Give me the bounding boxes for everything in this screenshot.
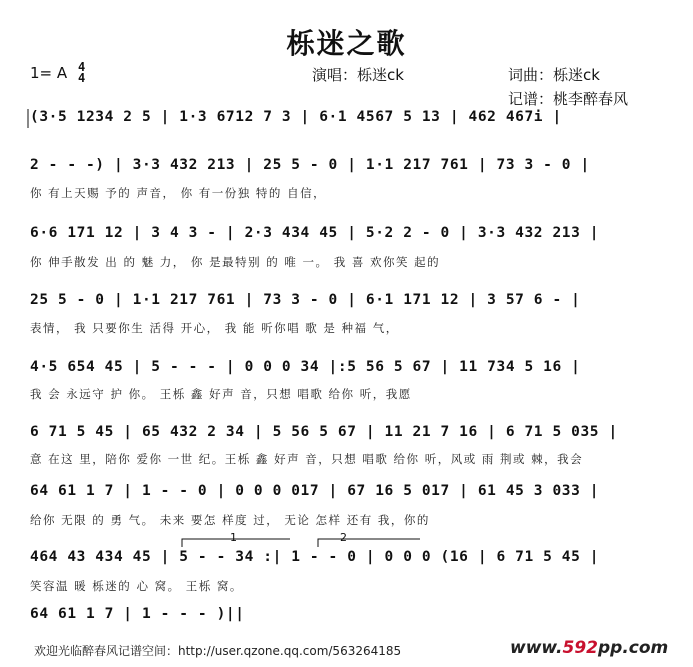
score-line-4: 25 5 - 0 | 1·1 217 761 | 73 3 - 0 | 6·1 171 12 | 3 57 6 - | xyxy=(30,292,581,308)
score-line-6: 6 71 5 45 | 65 432 2 34 | 5 56 5 67 | 11 21 7 16 | 6 71 5 035 | xyxy=(30,424,618,440)
score-line-5: 4·5 654 45 | 5 - - - | 0 0 0 34 |:5 56 5 67 | 11 734 5 16 | xyxy=(30,359,581,375)
score-line-1: (3·5 1234 2 5 | 1·3 6712 7 3 | 6·1 4567 5 13 | 462 467i | xyxy=(30,109,562,125)
site-brand-logo xyxy=(510,638,668,658)
lyric-line-6: 意 在这 里，陪你 爱你 一世 纪。王栎 鑫 好声 音，只想 唱歌 给你 听，风或 雨 荆或 棘，我会 xyxy=(30,452,584,466)
singer-credit: 演唱：栎迷ck xyxy=(312,66,404,84)
time-signature-top: 4 xyxy=(77,60,86,74)
score-line-9: 64 61 1 7 | 1 - - - )|| xyxy=(30,606,245,622)
lyric-line-2: 你 有上天赐 予的 声音， 你 有一份独 特的 自信， xyxy=(30,186,327,200)
lyric-line-4: 表情， 我 只要你生 活得 开心， 我 能 听你唱 歌 是 种福 气， xyxy=(30,321,399,335)
score-line-8: 464 43 434 45 | 5 - - 34 :| 1 - - 0 | 0 0 0 (16 | 6 71 5 45 | xyxy=(30,549,600,565)
footer-credit: 欢迎光临醉春风记谱空间：http://user.qzone.qq.com/563264185 xyxy=(34,644,402,658)
score-line-3: 6·6 171 12 | 3 4 3 - | 2·3 434 45 | 5·2 2 - 0 | 3·3 432 213 | xyxy=(30,225,600,241)
lyric-line-7: 给你 无限 的 勇 气。 未来 要怎 样度 过， 无论 怎样 还有 我，你的 xyxy=(30,513,430,527)
volta-second-label: 2 xyxy=(340,531,347,544)
volta-first-label: 1 xyxy=(230,531,237,544)
brand-suffix: pp.com xyxy=(598,638,669,658)
brand-prefix: www. xyxy=(510,638,563,658)
brand-number: 592 xyxy=(562,638,598,658)
lyric-line-8: 笑容温 暖 栎迷的 心 窝。 王栎 窝。 xyxy=(30,579,243,593)
key-label: 1= A xyxy=(30,64,68,82)
transcriber-credit: 记谱：桃李醉春风 xyxy=(508,90,629,108)
score-line-2: 2 - - -) | 3·3 432 213 | 25 5 - 0 | 1·1 217 761 | 73 3 - 0 | xyxy=(30,157,590,173)
page-title: 栎迷之歌 xyxy=(286,27,407,60)
time-signature-bottom: 4 xyxy=(77,71,86,85)
lyric-line-3: 你 伸手散发 出 的 魅 力， 你 是最特别 的 唯 一。 我 喜 欢你笑 起的 xyxy=(30,255,441,269)
lyric-line-5: 我 会 永远守 护 你。 王栎 鑫 好声 音，只想 唱歌 给你 听，我愿 xyxy=(30,387,412,401)
composer-credit: 词曲：栎迷ck xyxy=(508,66,600,84)
score-line-7: 64 61 1 7 | 1 - - 0 | 0 0 0 017 | 67 16 5 017 | 61 45 3 033 | xyxy=(30,483,600,499)
